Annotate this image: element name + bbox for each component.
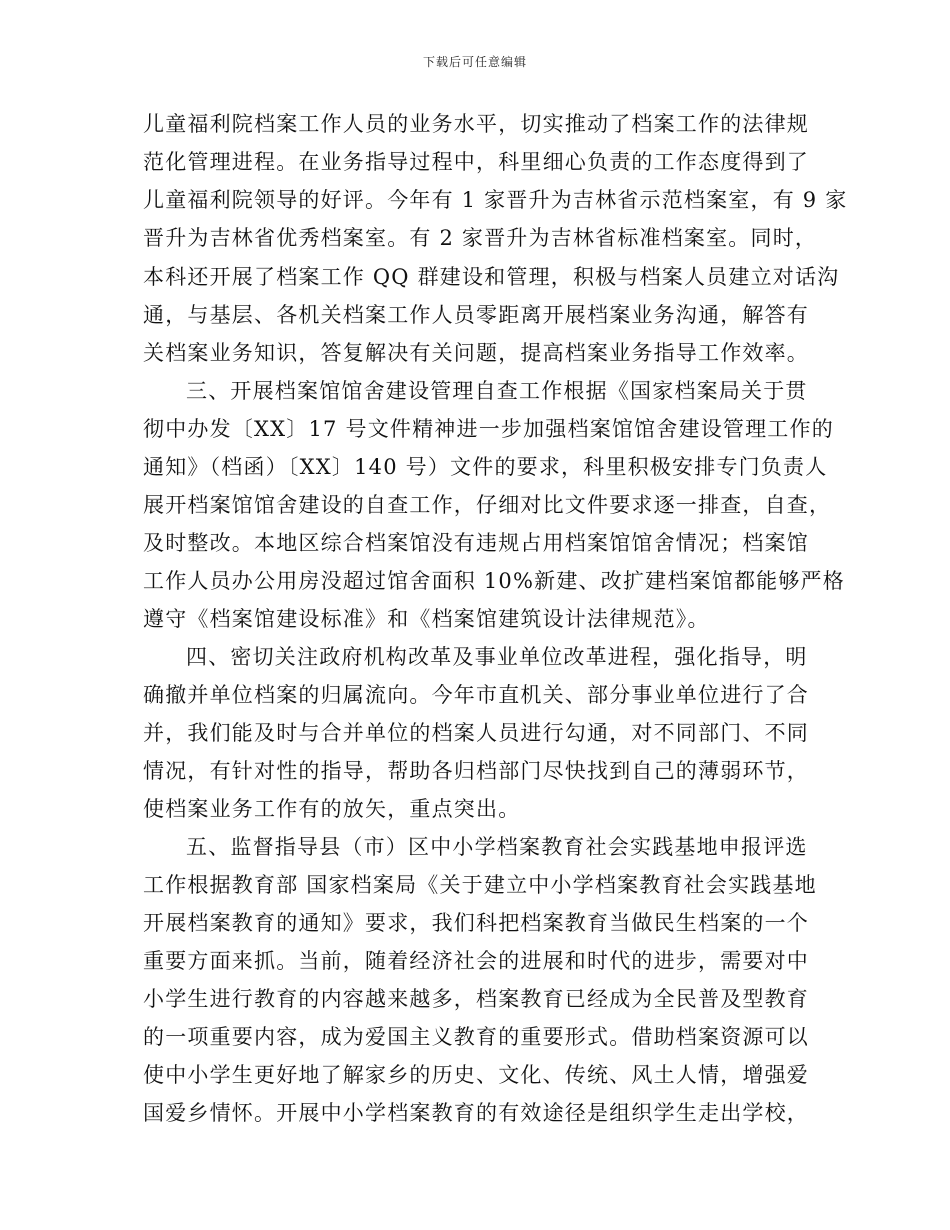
body-line: 通知》（档函）〔XX〕140 号）文件的要求，科里积极安排专门负责人 (143, 455, 828, 479)
body-line: 确撤并单位档案的归属流向。今年市直机关、部分事业单位进行了合 (143, 683, 809, 707)
body-line: 小学生进行教育的内容越来越多，档案教育已经成为全民普及型教育 (143, 987, 809, 1011)
body-line: 遵守《档案馆建设标准》和《档案馆建筑设计法律规范》。 (143, 607, 710, 631)
body-line: 情况，有针对性的指导，帮助各归档部门尽快找到自己的薄弱环节， (143, 759, 809, 783)
body-line: 彻中办发〔XX〕17 号文件精神进一步加强档案馆馆舍建设管理工作的 (143, 417, 834, 441)
body-line: 及时整改。本地区综合档案馆没有违规占用档案馆馆舍情况；档案馆 (143, 531, 809, 555)
page-header: 下载后可任意编辑 (422, 55, 527, 69)
body-line: 儿童福利院档案工作人员的业务水平，切实推动了档案工作的法律规 (143, 112, 809, 136)
paragraph-start-line: 三、开展档案馆馆舍建设管理自查工作根据《国家档案局关于贯 (186, 379, 808, 403)
body-line: 工作根据教育部 国家档案局《关于建立中小学档案教育社会实践基地 (143, 873, 817, 897)
paragraph-start-line: 五、监督指导县（市）区中小学档案教育社会实践基地申报评选 (186, 835, 808, 859)
body-line: 并，我们能及时与合并单位的档案人员进行勾通，对不同部门、不同 (143, 721, 809, 745)
body-line: 使中小学生更好地了解家乡的历史、文化、传统、风土人情，增强爱 (143, 1063, 809, 1087)
body-line: 儿童福利院领导的好评。今年有 1 家晋升为吉林省示范档案室，有 9 家 (143, 188, 848, 212)
body-line: 范化管理进程。在业务指导过程中，科里细心负责的工作态度得到了 (143, 150, 809, 174)
body-line: 重要方面来抓。当前，随着经济社会的进展和时代的进步，需要对中 (143, 949, 809, 973)
body-line: 国爱乡情怀。开展中小学档案教育的有效途径是组织学生走出学校， (143, 1101, 809, 1125)
body-line: 通，与基层、各机关档案工作人员零距离开展档案业务沟通，解答有 (143, 303, 809, 327)
body-line: 关档案业务知识，答复解决有关问题，提高档案业务指导工作效率。 (143, 341, 809, 365)
body-line: 的一项重要内容，成为爱国主义教育的重要形式。借助档案资源可以 (143, 1025, 809, 1049)
paragraph-start-line: 四、密切关注政府机构改革及事业单位改革进程，强化指导，明 (186, 645, 808, 669)
body-line: 工作人员办公用房没超过馆舍面积 10%新建、改扩建档案馆都能够严格 (143, 569, 845, 593)
body-line: 展开档案馆馆舍建设的自查工作，仔细对比文件要求逐一排查，自查， (143, 493, 832, 517)
body-line: 使档案业务工作有的放矢，重点突出。 (143, 797, 521, 821)
body-line: 晋升为吉林省优秀档案室。有 2 家晋升为吉林省标准档案室。同时， (143, 226, 818, 250)
body-line: 开展档案教育的通知》要求，我们科把档案教育当做民生档案的一个 (143, 911, 809, 935)
body-line: 本科还开展了档案工作 QQ 群建设和管理，积极与档案人员建立对话沟 (143, 265, 840, 289)
